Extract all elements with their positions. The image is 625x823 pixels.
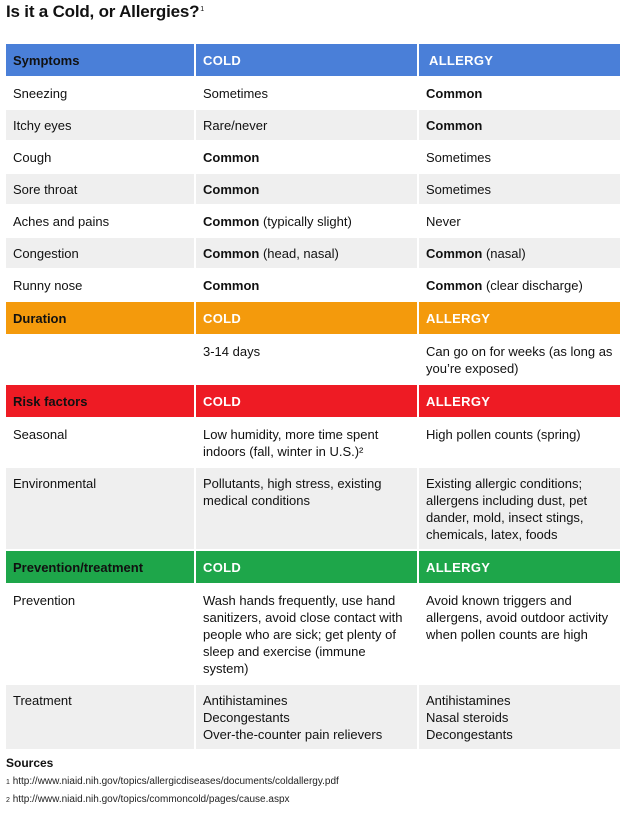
table-row xyxy=(6,335,621,384)
reference-url: http://www.niaid.nih.gov/topics/allergicdiseases/documents/coldallergy.pdf xyxy=(12,776,339,787)
treatment-line: Decongestants xyxy=(426,727,513,742)
allergy-value: Common xyxy=(426,86,483,101)
page-title xyxy=(6,2,204,22)
row-label: Aches and pains xyxy=(6,205,195,237)
comparison-table xyxy=(6,44,622,751)
cold-value: Rare/never xyxy=(203,118,268,133)
table-row xyxy=(6,141,621,173)
risk-header-row xyxy=(6,384,621,418)
row-label: Sneezing xyxy=(6,77,195,109)
risk-header-allergy: ALLERGY xyxy=(418,384,621,418)
reference-mark: 2 xyxy=(6,797,10,804)
cold-note: (head, nasal) xyxy=(259,246,339,261)
duration-header-label: Duration xyxy=(6,301,195,335)
allergy-cell: High pollen counts (spring) xyxy=(418,418,621,467)
allergy-value: Common xyxy=(426,246,483,261)
duration-header-allergy: ALLERGY xyxy=(418,301,621,335)
sources-section xyxy=(6,756,339,809)
treatment-line: Antihistamines xyxy=(203,693,288,708)
risk-header-cold: COLD xyxy=(195,384,418,418)
duration-header-row xyxy=(6,301,621,335)
allergy-value: Sometimes xyxy=(426,182,492,197)
row-label: Itchy eyes xyxy=(6,109,195,141)
treatment-line: Decongestants xyxy=(203,710,290,725)
cold-value: Common xyxy=(203,214,260,229)
row-label: Cough xyxy=(6,141,195,173)
row-label: Congestion xyxy=(6,237,195,269)
row-label: Runny nose xyxy=(6,269,195,301)
row-label: Sore throat xyxy=(6,173,195,205)
cold-value: Common xyxy=(203,182,260,197)
duration-header-cold: COLD xyxy=(195,301,418,335)
cold-cell: Pollutants, high stress, existing medical conditions xyxy=(195,467,418,550)
allergy-cell xyxy=(418,205,621,237)
cold-value: Sometimes xyxy=(203,86,269,101)
cold-cell xyxy=(195,269,418,301)
symptoms-header-allergy: ALLERGY xyxy=(418,44,621,77)
allergy-cell xyxy=(418,269,621,301)
cold-cell xyxy=(195,205,418,237)
table-row xyxy=(6,205,621,237)
symptoms-header-row xyxy=(6,44,621,77)
allergy-cell xyxy=(418,109,621,141)
allergy-cell xyxy=(418,684,621,750)
prevention-header-allergy: ALLERGY xyxy=(418,550,621,584)
row-label: Treatment xyxy=(6,684,195,750)
cold-cell xyxy=(195,141,418,173)
cold-cell: Wash hands frequently, use hand sanitizers, avoid close contact with people who are sick; get plenty of sleep and exercise (immune system) xyxy=(195,584,418,684)
risk-header-label: Risk factors xyxy=(6,384,195,418)
title-text: Is it a Cold, or Allergies? xyxy=(6,2,200,21)
treatment-line: Nasal steroids xyxy=(426,710,509,725)
treatment-line: Over-the-counter pain relievers xyxy=(203,727,383,742)
table-row xyxy=(6,173,621,205)
symptoms-header-label: Symptoms xyxy=(6,44,195,77)
prevention-header-cold: COLD xyxy=(195,550,418,584)
row-label: Environmental xyxy=(6,467,195,550)
reference-url: http://www.niaid.nih.gov/topics/commoncold/pages/cause.aspx xyxy=(12,794,290,805)
cold-value: Common xyxy=(203,246,260,261)
allergy-value: Common xyxy=(426,118,483,133)
table-row xyxy=(6,467,621,550)
cold-cell xyxy=(195,173,418,205)
reference-mark: 1 xyxy=(6,779,10,786)
table-row xyxy=(6,418,621,467)
cold-note: (typically slight) xyxy=(259,214,352,229)
allergy-cell: Avoid known triggers and allergens, avoid outdoor activity when pollen counts are high xyxy=(418,584,621,684)
treatment-line: Antihistamines xyxy=(426,693,511,708)
cold-cell xyxy=(195,109,418,141)
table-row xyxy=(6,684,621,750)
cold-value: Common xyxy=(203,278,260,293)
cold-cell xyxy=(195,237,418,269)
symptoms-header-cold: COLD xyxy=(195,44,418,77)
cold-cell: 3-14 days xyxy=(195,335,418,384)
table-row xyxy=(6,237,621,269)
row-label: Prevention xyxy=(6,584,195,684)
table-row xyxy=(6,584,621,684)
allergy-cell xyxy=(418,173,621,205)
cold-cell xyxy=(195,684,418,750)
sources-heading: Sources xyxy=(6,756,54,770)
allergy-note: (nasal) xyxy=(482,246,526,261)
table-row xyxy=(6,109,621,141)
prevention-header-label: Prevention/treatment xyxy=(6,550,195,584)
row-label xyxy=(6,335,195,384)
allergy-cell: Existing allergic conditions; allergens including dust, pet dander, mold, insect stings, chemicals, latex, foods xyxy=(418,467,621,550)
allergy-value: Common xyxy=(426,278,483,293)
allergy-value: Never xyxy=(426,214,461,229)
prevention-header-row xyxy=(6,550,621,584)
title-footnote-mark: 1 xyxy=(200,6,204,13)
cold-cell: Low humidity, more time spent indoors (fall, winter in U.S.)² xyxy=(195,418,418,467)
allergy-note: (clear discharge) xyxy=(482,278,583,293)
source-reference xyxy=(6,773,339,791)
source-reference xyxy=(6,791,339,809)
row-label: Seasonal xyxy=(6,418,195,467)
allergy-cell xyxy=(418,141,621,173)
table-row xyxy=(6,269,621,301)
table-row xyxy=(6,77,621,109)
allergy-cell xyxy=(418,77,621,109)
allergy-value: Sometimes xyxy=(426,150,492,165)
allergy-cell xyxy=(418,237,621,269)
cold-value: Common xyxy=(203,150,260,165)
allergy-cell: Can go on for weeks (as long as you’re exposed) xyxy=(418,335,621,384)
cold-cell xyxy=(195,77,418,109)
